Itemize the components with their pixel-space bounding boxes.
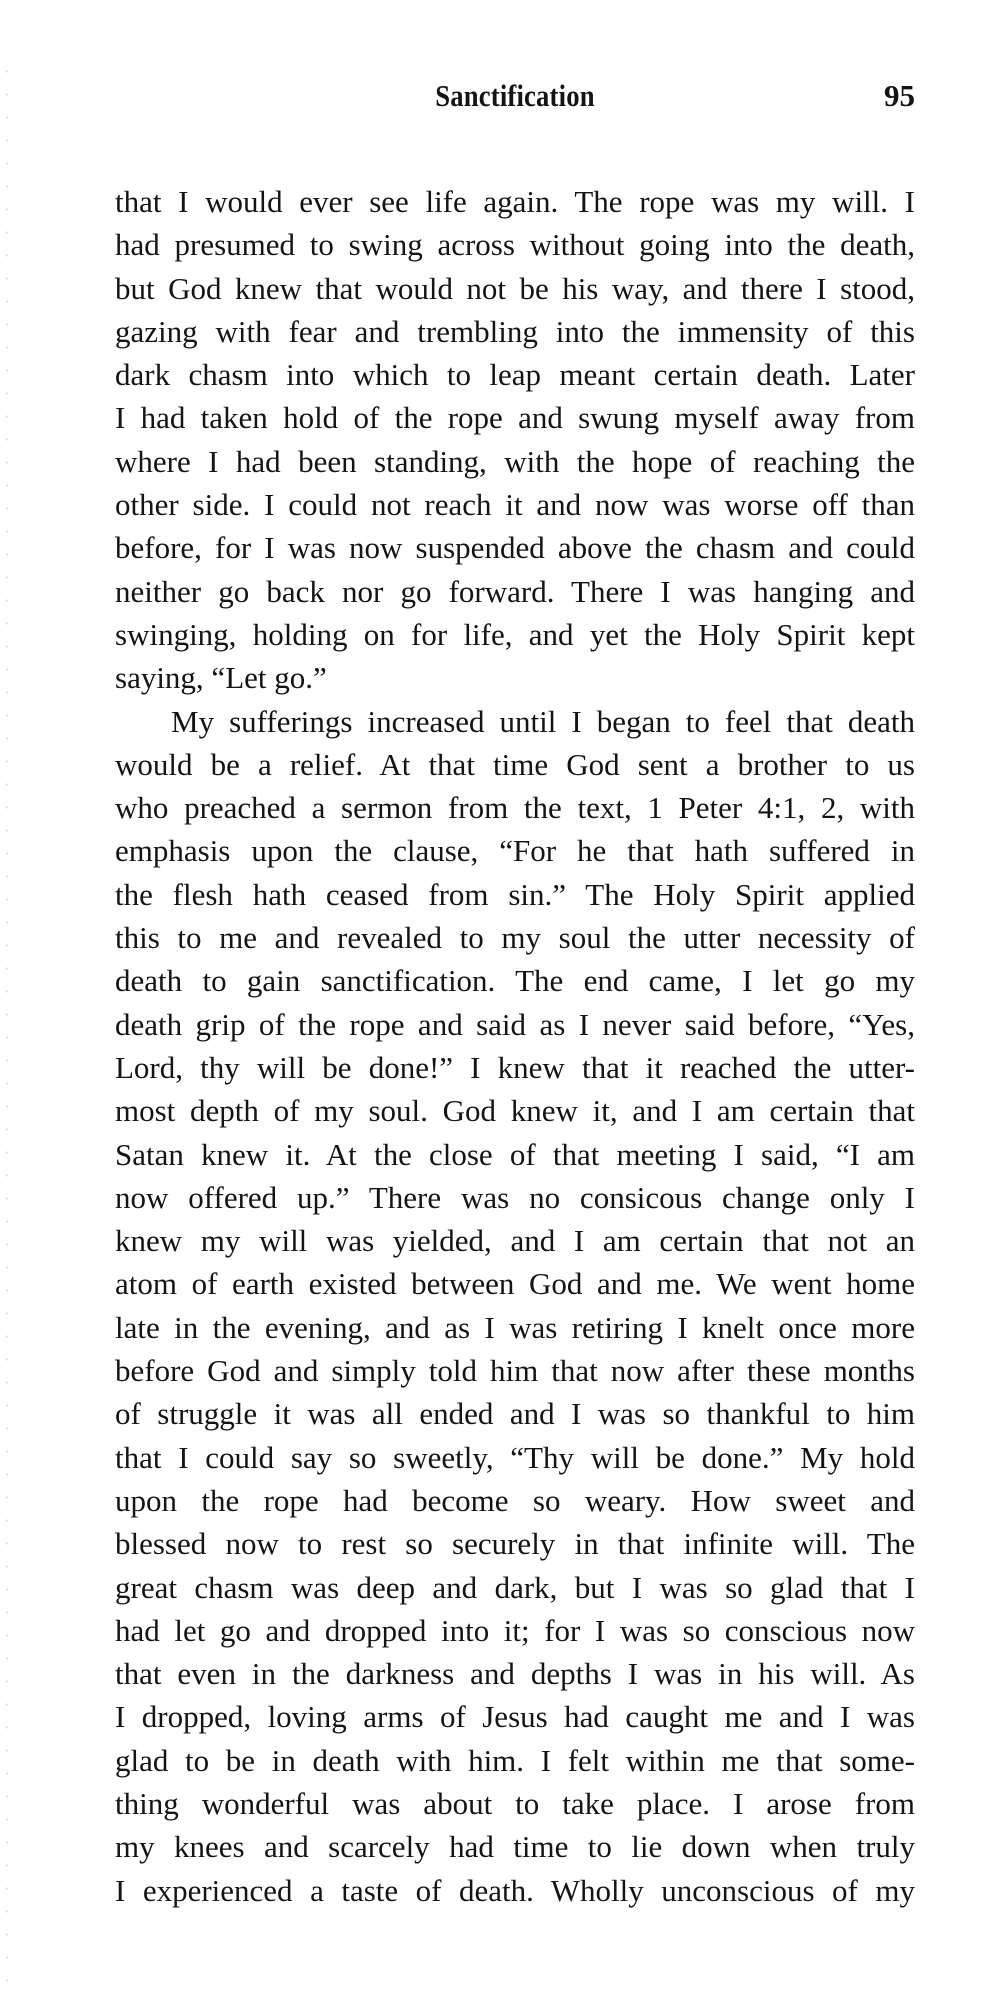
body-text: [115, 180, 915, 1912]
text-line: great chasm was deep and dark, but I was so glad that I: [115, 1569, 915, 1605]
text-line: I experienced a taste of death. Wholly unconscious of my: [115, 1872, 915, 1908]
text-line: before God and simply told him that now after these months: [115, 1353, 915, 1389]
text-line: glad to be in death with him. I felt within me that some-: [115, 1742, 915, 1778]
text-line: that I would ever see life again. The rope was my will. I: [115, 184, 915, 219]
text-line: thing wonderful was about to take place. I arose from: [115, 1785, 915, 1821]
running-head: [115, 78, 915, 128]
text-line: where I had been standing, with the hope of reaching the: [115, 443, 915, 479]
page-number: 95: [884, 78, 915, 113]
text-line: had let go and dropped into it; for I was so conscious now: [115, 1612, 915, 1648]
text-line: that I could say so sweetly, “Thy will be done.” My hold: [115, 1439, 915, 1475]
text-line: death grip of the rope and said as I never said before, “Yes,: [115, 1006, 915, 1042]
text-line: emphasis upon the clause, “For he that hath suffered in: [115, 833, 915, 869]
text-line: atom of earth existed between God and me. We went home: [115, 1266, 915, 1302]
text-line: Satan knew it. At the close of that meeting I said, “I am: [115, 1136, 915, 1172]
paragraph: [115, 700, 915, 1912]
text-line: this to me and revealed to my soul the utter necessity of: [115, 920, 915, 956]
paragraph: [115, 180, 915, 700]
text-line: of struggle it was all ended and I was so thankful to him: [115, 1396, 915, 1432]
scan-edge-specks: [4, 60, 12, 1990]
text-line: late in the evening, and as I was retiring I knelt once more: [115, 1309, 915, 1345]
text-line: death to gain sanctification. The end came, I let go my: [115, 963, 915, 999]
text-line: had presumed to swing across without going into the death,: [115, 227, 915, 263]
text-line: would be a relief. At that time God sent a brother to us: [115, 746, 915, 782]
text-line: my knees and scarcely had time to lie down when truly: [115, 1829, 915, 1865]
text-line: I dropped, loving arms of Jesus had caught me and I was: [115, 1699, 915, 1735]
text-line: that even in the darkness and depths I was in his will. As: [115, 1656, 915, 1692]
text-line: the flesh hath ceased from sin.” The Holy Spirit applied: [115, 876, 915, 912]
text-line: upon the rope had become so weary. How sweet and: [115, 1482, 915, 1518]
text-line: I had taken hold of the rope and swung myself away from: [115, 400, 915, 436]
text-line: knew my will was yielded, and I am certain that not an: [115, 1223, 915, 1259]
text-line: My sufferings increased until I began to feel that death: [171, 703, 915, 739]
text-line: most depth of my soul. God knew it, and I am certain that: [115, 1093, 915, 1129]
text-line: other side. I could not reach it and now was worse off than: [115, 487, 915, 523]
text-line: dark chasm into which to leap meant certain death. Later: [115, 357, 915, 393]
text-line: saying, “Let go.”: [115, 660, 327, 696]
text-line: before, for I was now suspended above the chasm and could: [115, 530, 915, 566]
text-line: now offered up.” There was no consicous change only I: [115, 1179, 915, 1215]
text-line: neither go back nor go forward. There I was hanging and: [115, 573, 915, 609]
text-line: Lord, thy will be done!” I knew that it reached the utter-: [115, 1049, 915, 1085]
text-line: swinging, holding on for life, and yet the Holy Spirit kept: [115, 616, 915, 652]
text-line: gazing with fear and trembling into the immensity of this: [115, 313, 915, 349]
text-line: who preached a sermon from the text, 1 Peter 4:1, 2, with: [115, 790, 915, 826]
text-line: blessed now to rest so securely in that infinite will. The: [115, 1526, 915, 1562]
running-title: Sanctification: [435, 78, 595, 113]
text-line: but God knew that would not be his way, and there I stood,: [115, 270, 915, 306]
